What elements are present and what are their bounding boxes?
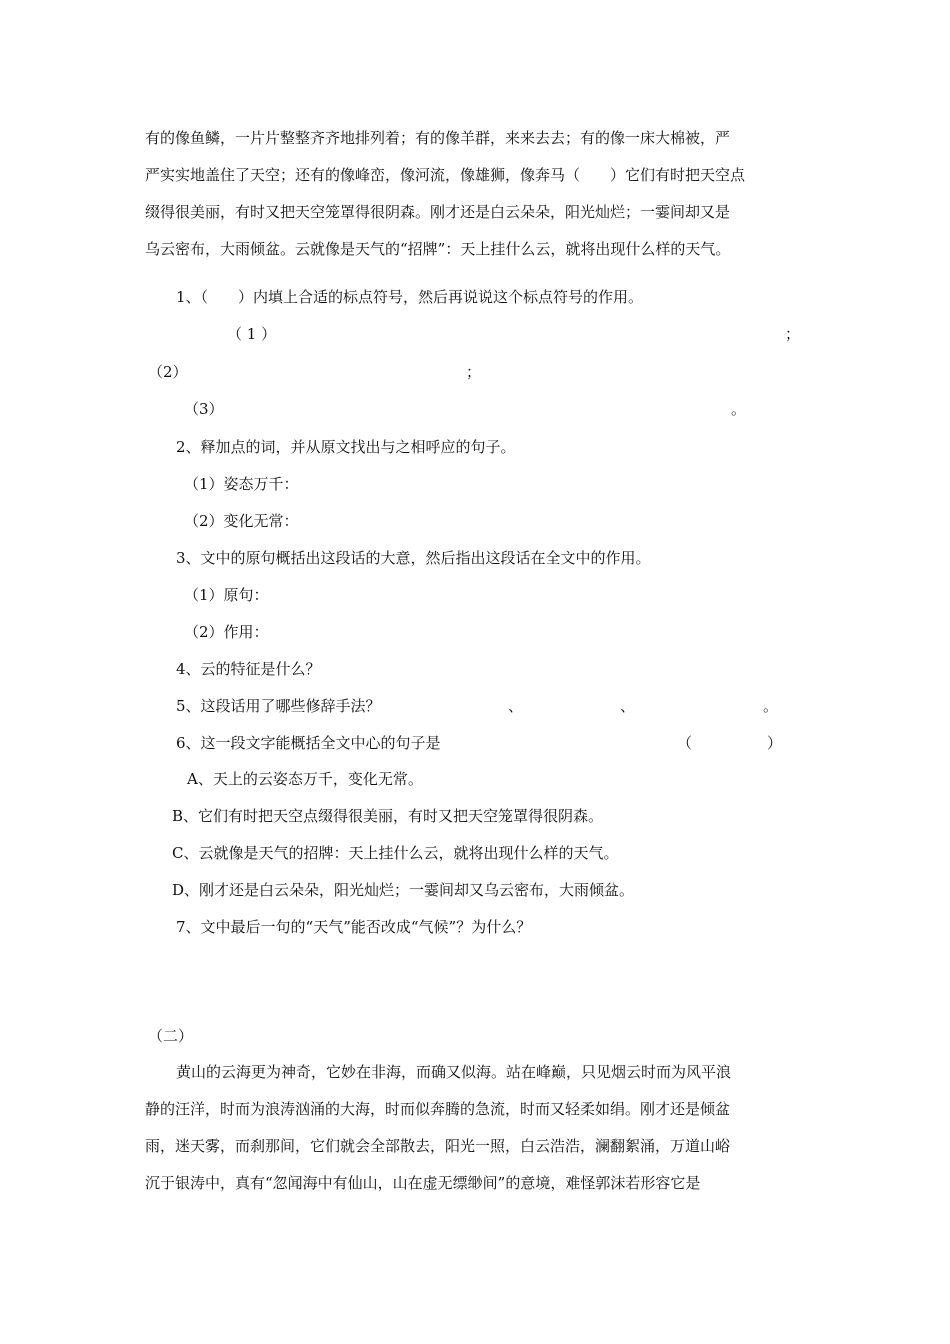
answer-1-2-label: （2） <box>148 363 188 381</box>
question-2: 2、释加点的词，并从原文找出与之相呼应的句子。 <box>176 438 516 456</box>
passage-line: 乌云密布，大雨倾盆。云就像是天气的“招牌”：天上挂什么云，就将出现什么样的天气。 <box>145 240 731 258</box>
option-c: C、云就像是天气的招牌：天上挂什么云，就将出现什么样的天气。 <box>172 844 619 862</box>
question-3-1: （1）原句： <box>184 586 269 604</box>
option-d: D、刚才还是白云朵朵，阳光灿烂；一霎间却又乌云密布，大雨倾盆。 <box>172 881 635 899</box>
question-5-end: 。 <box>763 697 779 715</box>
answer-1-1-end: ； <box>785 325 801 343</box>
option-a: A、天上的云姿态万千，变化无常。 <box>187 770 423 788</box>
question-6: 6、这一段文字能概括全文中心的句子是 <box>176 734 441 752</box>
question-7: 7、文中最后一句的“天气”能否改成“气候”？为什么？ <box>176 918 532 936</box>
passage-line: 有的像鱼鳞，一片片整整齐齐地排列着；有的像羊群，来来去去；有的像一床大棉被，严 <box>145 129 731 147</box>
question-5: 5、这段话用了哪些修辞手法？ <box>176 697 381 715</box>
question-3: 3、文中的原句概括出这段话的大意，然后指出这段话在全文中的作用。 <box>176 549 651 567</box>
answer-1-3-end: 。 <box>731 400 747 418</box>
question-2-1: （1）姿态万千： <box>184 475 299 493</box>
answer-1-2-end: ； <box>466 363 482 381</box>
question-5-sep: 、 <box>508 697 524 715</box>
option-b: B、它们有时把天空点缀得很美丽，有时又把天空笼罩得很阴森。 <box>172 807 604 825</box>
answer-1-1-label: （ 1 ） <box>227 325 277 343</box>
passage-line: 静的汪洋，时而为浪涛汹涌的大海，时而似奔腾的急流，时而又轻柔如绢。刚才还是倾盆 <box>145 1100 731 1118</box>
passage-line: 黄山的云海更为神奇，它妙在非海，而确又似海。站在峰巅，只见烟云时而为风平浪 <box>176 1063 732 1081</box>
question-2-2: （2）变化无常： <box>184 512 299 530</box>
answer-1-3-label: （3） <box>184 400 224 418</box>
question-4: 4、云的特征是什么？ <box>176 660 321 678</box>
question-3-2: （2）作用： <box>184 623 269 641</box>
passage-line: 沉于银涛中，真有“忽闻海中有仙山，山在虚无缥缈间”的意境，难怪郭沫若形容它是 <box>145 1174 701 1192</box>
question-5-sep: 、 <box>620 697 636 715</box>
passage-line: 严实实地盖住了天空；还有的像峰峦，像河流，像雄狮，像奔马（ ）它们有时把天空点 <box>145 166 746 184</box>
passage-line: 雨，迷天雾，而刹那间，它们就会全部散去，阳光一照，白云浩浩，澜翻絮涌，万道山峪 <box>145 1137 731 1155</box>
passage-line: 缀得很美丽，有时又把天空笼罩得很阴森。刚才还是白云朵朵，阳光灿烂；一霎间却又是 <box>145 203 731 221</box>
question-6-answer-paren: （ ） <box>677 734 783 752</box>
section-heading: （二） <box>148 1027 194 1045</box>
question-1: 1、（ ）内填上合适的标点符号，然后再说说这个标点符号的作用。 <box>176 288 644 306</box>
